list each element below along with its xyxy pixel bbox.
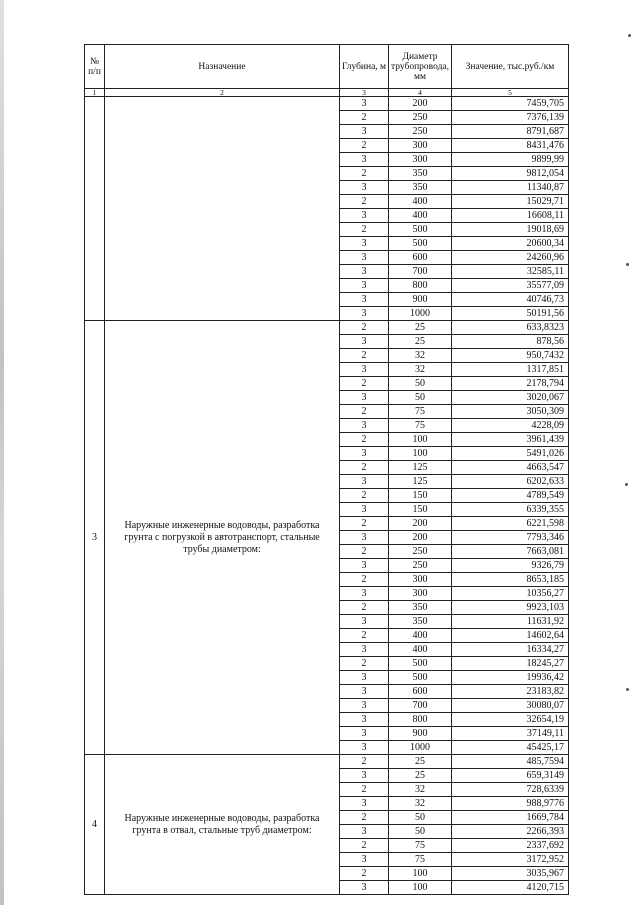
value-cell: 5491,026: [452, 447, 569, 461]
diameter-cell: 350: [389, 167, 452, 181]
value-cell: 37149,11: [452, 727, 569, 741]
value-cell: 16608,11: [452, 209, 569, 223]
value-cell: 2337,692: [452, 839, 569, 853]
value-cell: 7459,705: [452, 97, 569, 111]
diameter-cell: 300: [389, 139, 452, 153]
diameter-cell: 50: [389, 377, 452, 391]
value-cell: 19936,42: [452, 671, 569, 685]
value-cell: 14602,64: [452, 629, 569, 643]
depth-cell: 3: [340, 587, 389, 601]
value-cell: 2266,393: [452, 825, 569, 839]
depth-cell: 3: [340, 447, 389, 461]
diameter-cell: 25: [389, 755, 452, 769]
diameter-cell: 300: [389, 153, 452, 167]
value-cell: 11631,92: [452, 615, 569, 629]
depth-cell: 3: [340, 237, 389, 251]
column-number: 3: [340, 89, 389, 97]
depth-cell: 3: [340, 825, 389, 839]
value-cell: 1669,784: [452, 811, 569, 825]
diameter-cell: 500: [389, 657, 452, 671]
value-cell: 8653,185: [452, 573, 569, 587]
depth-cell: 2: [340, 839, 389, 853]
depth-cell: 3: [340, 713, 389, 727]
section-number: [85, 97, 105, 321]
column-number: 5: [452, 89, 569, 97]
depth-cell: 3: [340, 293, 389, 307]
diameter-cell: 32: [389, 783, 452, 797]
depth-cell: 2: [340, 629, 389, 643]
diameter-cell: 125: [389, 461, 452, 475]
depth-cell: 2: [340, 601, 389, 615]
diameter-cell: 50: [389, 825, 452, 839]
value-cell: 8791,687: [452, 125, 569, 139]
diameter-cell: 900: [389, 727, 452, 741]
depth-cell: 2: [340, 405, 389, 419]
depth-cell: 3: [340, 475, 389, 489]
diameter-cell: 400: [389, 209, 452, 223]
scan-left-edge: [0, 0, 4, 905]
value-cell: 6221,598: [452, 517, 569, 531]
value-cell: 23183,82: [452, 685, 569, 699]
value-cell: 2178,794: [452, 377, 569, 391]
section-number: 4: [85, 755, 105, 895]
header-num: № п/п: [85, 45, 105, 89]
diameter-cell: 700: [389, 699, 452, 713]
depth-cell: 2: [340, 461, 389, 475]
value-cell: 485,7594: [452, 755, 569, 769]
diameter-cell: 350: [389, 601, 452, 615]
diameter-cell: 32: [389, 797, 452, 811]
depth-cell: 3: [340, 797, 389, 811]
diameter-cell: 600: [389, 685, 452, 699]
depth-cell: 2: [340, 489, 389, 503]
depth-cell: 3: [340, 153, 389, 167]
depth-cell: 3: [340, 671, 389, 685]
value-cell: 3035,967: [452, 867, 569, 881]
depth-cell: 3: [340, 531, 389, 545]
depth-cell: 2: [340, 321, 389, 335]
value-cell: 15029,71: [452, 195, 569, 209]
diameter-cell: 500: [389, 223, 452, 237]
value-cell: 6339,355: [452, 503, 569, 517]
diameter-cell: 900: [389, 293, 452, 307]
diameter-cell: 32: [389, 363, 452, 377]
value-cell: 633,8323: [452, 321, 569, 335]
diameter-cell: 50: [389, 811, 452, 825]
value-cell: 4663,547: [452, 461, 569, 475]
pipeline-cost-table: [84, 44, 569, 895]
diameter-cell: 1000: [389, 307, 452, 321]
diameter-cell: 100: [389, 433, 452, 447]
value-cell: 45425,17: [452, 741, 569, 755]
value-cell: 9899,99: [452, 153, 569, 167]
value-cell: 30080,07: [452, 699, 569, 713]
depth-cell: 2: [340, 111, 389, 125]
depth-cell: 3: [340, 265, 389, 279]
value-cell: 32654,19: [452, 713, 569, 727]
header-depth: Глубина, м: [340, 45, 389, 89]
diameter-cell: 32: [389, 349, 452, 363]
diameter-cell: 125: [389, 475, 452, 489]
diameter-cell: 75: [389, 419, 452, 433]
depth-cell: 3: [340, 181, 389, 195]
depth-cell: 2: [340, 867, 389, 881]
depth-cell: 3: [340, 335, 389, 349]
diameter-cell: 500: [389, 237, 452, 251]
depth-cell: 3: [340, 209, 389, 223]
column-number: 4: [389, 89, 452, 97]
value-cell: 35577,09: [452, 279, 569, 293]
depth-cell: 3: [340, 699, 389, 713]
depth-cell: 2: [340, 657, 389, 671]
section-description: Наружные инженерные водоводы, разработка грунта в отвал, стальные труб диаметром:: [105, 755, 340, 895]
table-body: [85, 97, 569, 895]
value-cell: 19018,69: [452, 223, 569, 237]
diameter-cell: 500: [389, 671, 452, 685]
depth-cell: 3: [340, 125, 389, 139]
depth-cell: 3: [340, 419, 389, 433]
value-cell: 6202,633: [452, 475, 569, 489]
value-cell: 32585,11: [452, 265, 569, 279]
diameter-cell: 250: [389, 559, 452, 573]
value-cell: 20600,34: [452, 237, 569, 251]
depth-cell: 2: [340, 139, 389, 153]
value-cell: 988,9776: [452, 797, 569, 811]
depth-cell: 3: [340, 615, 389, 629]
depth-cell: 2: [340, 783, 389, 797]
scan-speck: [628, 34, 631, 37]
value-cell: 16334,27: [452, 643, 569, 657]
diameter-cell: 600: [389, 251, 452, 265]
value-cell: 7793,346: [452, 531, 569, 545]
scan-speck: [626, 688, 629, 691]
value-cell: 10356,27: [452, 587, 569, 601]
table-row: [85, 755, 569, 769]
depth-cell: 3: [340, 881, 389, 895]
depth-cell: 2: [340, 545, 389, 559]
depth-cell: 3: [340, 97, 389, 111]
depth-cell: 2: [340, 195, 389, 209]
value-cell: 728,6339: [452, 783, 569, 797]
diameter-cell: 100: [389, 881, 452, 895]
value-cell: 3961,439: [452, 433, 569, 447]
depth-cell: 2: [340, 377, 389, 391]
column-number: 2: [105, 89, 340, 97]
depth-cell: 3: [340, 363, 389, 377]
depth-cell: 3: [340, 559, 389, 573]
diameter-cell: 400: [389, 195, 452, 209]
diameter-cell: 400: [389, 643, 452, 657]
depth-cell: 3: [340, 769, 389, 783]
header-value: Значение, тыс.руб./км: [452, 45, 569, 89]
header-diameter: Диаметр трубопровода, мм: [389, 45, 452, 89]
diameter-cell: 300: [389, 573, 452, 587]
diameter-cell: 25: [389, 769, 452, 783]
table-row: [85, 321, 569, 335]
diameter-cell: 250: [389, 111, 452, 125]
value-cell: 24260,96: [452, 251, 569, 265]
value-cell: 7663,081: [452, 545, 569, 559]
diameter-cell: 200: [389, 97, 452, 111]
diameter-cell: 1000: [389, 741, 452, 755]
diameter-cell: 25: [389, 321, 452, 335]
diameter-cell: 400: [389, 629, 452, 643]
depth-cell: 3: [340, 853, 389, 867]
diameter-cell: 100: [389, 447, 452, 461]
diameter-cell: 50: [389, 391, 452, 405]
value-cell: 50191,56: [452, 307, 569, 321]
diameter-cell: 25: [389, 335, 452, 349]
diameter-cell: 350: [389, 615, 452, 629]
depth-cell: 2: [340, 755, 389, 769]
depth-cell: 2: [340, 517, 389, 531]
column-number-row: [85, 89, 569, 97]
value-cell: 4228,09: [452, 419, 569, 433]
diameter-cell: 800: [389, 713, 452, 727]
value-cell: 950,7432: [452, 349, 569, 363]
depth-cell: 3: [340, 643, 389, 657]
depth-cell: 2: [340, 811, 389, 825]
depth-cell: 2: [340, 223, 389, 237]
column-number: 1: [85, 89, 105, 97]
diameter-cell: 150: [389, 489, 452, 503]
value-cell: 9326,79: [452, 559, 569, 573]
depth-cell: 3: [340, 741, 389, 755]
value-cell: 11340,87: [452, 181, 569, 195]
diameter-cell: 75: [389, 839, 452, 853]
diameter-cell: 350: [389, 181, 452, 195]
depth-cell: 3: [340, 503, 389, 517]
value-cell: 3050,309: [452, 405, 569, 419]
value-cell: 659,3149: [452, 769, 569, 783]
diameter-cell: 150: [389, 503, 452, 517]
value-cell: 878,56: [452, 335, 569, 349]
header-name: Назначение: [105, 45, 340, 89]
section-number: 3: [85, 321, 105, 755]
table-header-row: [85, 45, 569, 89]
value-cell: 9812,054: [452, 167, 569, 181]
value-cell: 40746,73: [452, 293, 569, 307]
value-cell: 3020,067: [452, 391, 569, 405]
value-cell: 8431,476: [452, 139, 569, 153]
value-cell: 4120,715: [452, 881, 569, 895]
diameter-cell: 200: [389, 517, 452, 531]
diameter-cell: 700: [389, 265, 452, 279]
depth-cell: 3: [340, 251, 389, 265]
section-description: Наружные инженерные водоводы, разработка грунта с погрузкой в автотранспорт, стальные трубы диаметром:: [105, 321, 340, 755]
value-cell: 7376,139: [452, 111, 569, 125]
depth-cell: 3: [340, 307, 389, 321]
table-row: [85, 97, 569, 111]
depth-cell: 3: [340, 685, 389, 699]
depth-cell: 3: [340, 727, 389, 741]
diameter-cell: 300: [389, 587, 452, 601]
depth-cell: 2: [340, 573, 389, 587]
diameter-cell: 75: [389, 853, 452, 867]
scan-speck: [626, 263, 629, 266]
value-cell: 4789,549: [452, 489, 569, 503]
depth-cell: 3: [340, 391, 389, 405]
depth-cell: 3: [340, 279, 389, 293]
diameter-cell: 250: [389, 545, 452, 559]
diameter-cell: 250: [389, 125, 452, 139]
value-cell: 1317,851: [452, 363, 569, 377]
scan-speck: [625, 483, 628, 486]
section-description: [105, 97, 340, 321]
depth-cell: 2: [340, 433, 389, 447]
value-cell: 18245,27: [452, 657, 569, 671]
depth-cell: 2: [340, 167, 389, 181]
value-cell: 3172,952: [452, 853, 569, 867]
diameter-cell: 200: [389, 531, 452, 545]
diameter-cell: 75: [389, 405, 452, 419]
value-cell: 9923,103: [452, 601, 569, 615]
diameter-cell: 100: [389, 867, 452, 881]
diameter-cell: 800: [389, 279, 452, 293]
depth-cell: 2: [340, 349, 389, 363]
